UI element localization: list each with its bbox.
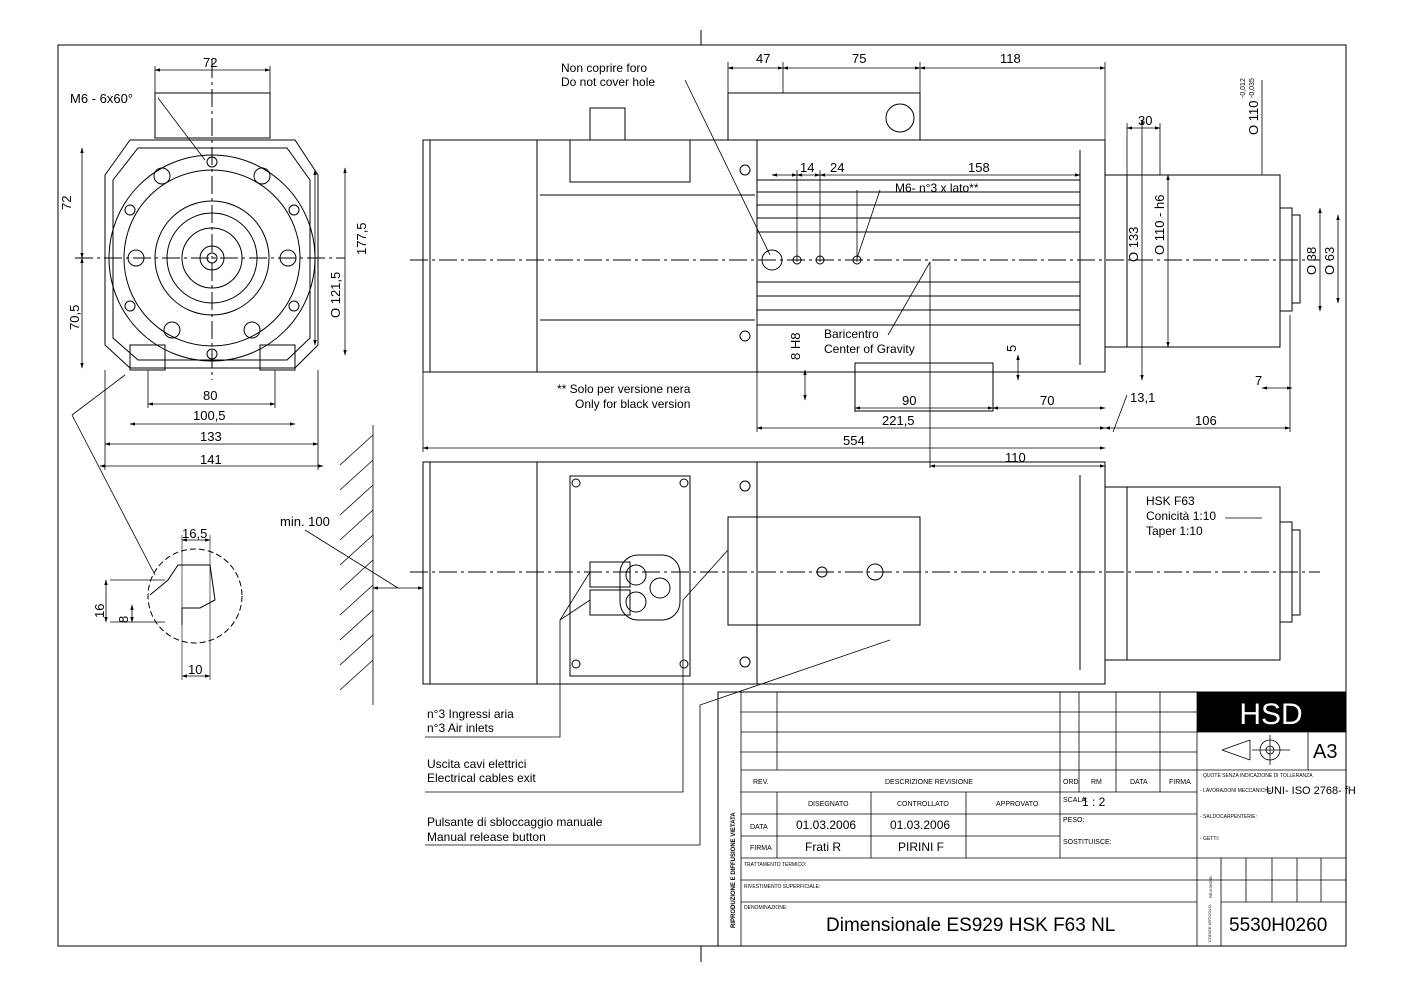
wall-hatch xyxy=(305,425,423,705)
dim-80: 80 xyxy=(203,388,218,403)
tb-sostituisce: SOSTITUISCE: xyxy=(1063,839,1112,846)
dim-dia-133: O 133 xyxy=(1126,226,1141,262)
tol-lower: -0,035 xyxy=(1249,78,1256,98)
note-black-it: ** Solo per versione nera xyxy=(557,382,691,396)
dim-7: 7 xyxy=(1255,373,1263,388)
front-view xyxy=(75,60,345,380)
tb-approvato: APPROVATO xyxy=(996,801,1039,808)
tb-lav-value: UNI- ISO 2768- fH xyxy=(1266,785,1356,797)
dim-8: 8 xyxy=(116,615,131,623)
dim-90: 90 xyxy=(902,393,917,408)
tb-firma-head: FIRMA xyxy=(1169,779,1191,786)
tb-carpenterie: - SALDOCARPENTERIE: xyxy=(1200,814,1257,820)
note-no-cover-en: Do not cover hole xyxy=(561,75,656,89)
dim-14: 14 xyxy=(800,160,815,175)
dim-dia-121-5: O 121,5 xyxy=(328,271,343,318)
tb-scala-value: 1 : 2 xyxy=(1082,795,1106,809)
dim-8-h8: 8 H8 xyxy=(788,332,803,360)
label-m6-6x60: M6 - 6x60° xyxy=(70,91,134,106)
tb-denominazione: DENOMINAZIONE: xyxy=(744,905,788,911)
side-view xyxy=(410,93,1320,411)
dim-118: 118 xyxy=(1000,51,1021,66)
dim-24: 24 xyxy=(830,160,845,175)
sheet-format: A3 xyxy=(1313,741,1338,763)
tol-upper: -0,012 xyxy=(1240,78,1247,98)
dim-70: 70 xyxy=(1040,393,1055,408)
dim-16-5: 16,5 xyxy=(182,526,208,541)
tb-codice: CODICE ARTICOLO: xyxy=(1207,904,1212,942)
dim-133: 133 xyxy=(200,429,222,444)
note-release-it: Pulsante di sbloccaggio manuale xyxy=(427,815,603,829)
label-m6-3x: M6- n°3 x lato** xyxy=(895,181,979,195)
dim-10: 10 xyxy=(188,662,203,677)
dim-30: 30 xyxy=(1138,113,1153,128)
tb-checked-by: PIRINI F xyxy=(898,840,945,854)
dim-70-5: 70,5 xyxy=(67,304,82,330)
side-view-dimensions xyxy=(423,62,1338,468)
note-no-cover-it: Non coprire foro xyxy=(561,61,648,75)
dim-dia-63: O 63 xyxy=(1322,246,1337,275)
tb-disegnato: DISEGNATO xyxy=(808,801,849,808)
dim-dia-110-tol: O 110 xyxy=(1246,100,1261,135)
label-taper: Taper 1:10 xyxy=(1146,524,1203,538)
dim-min-100: min. 100 xyxy=(280,514,330,529)
tb-drawn-by: Frati R xyxy=(805,840,841,854)
dim-72-left: 72 xyxy=(59,195,74,210)
note-air-en: n°3 Air inlets xyxy=(427,721,494,735)
dim-158: 158 xyxy=(968,160,990,175)
tb-tol-note: QUOTE SENZA INDICAZIONE DI TOLLERANZA xyxy=(1203,773,1313,779)
tb-data-head: DATA xyxy=(1130,779,1148,786)
dim-106: 106 xyxy=(1195,413,1217,428)
dim-5: 5 xyxy=(1004,344,1019,352)
dim-100-5: 100,5 xyxy=(193,408,226,423)
drawing-title: Dimensionale ES929 HSK F63 NL xyxy=(826,915,1116,936)
tb-lav-mecc: - LAVORAZIONI MECCANICHE xyxy=(1200,788,1272,794)
tb-data-row: DATA xyxy=(750,824,768,831)
dim-177-5: 177,5 xyxy=(354,222,369,255)
label-cog-en: Center of Gravity xyxy=(824,342,915,356)
dim-221-5: 221,5 xyxy=(882,413,915,428)
dim-141: 141 xyxy=(200,452,222,467)
dim-16: 16 xyxy=(92,603,107,618)
dim-dia-110-h6: O 110 - h6 xyxy=(1152,194,1167,255)
dim-13-1: 13,1 xyxy=(1130,390,1156,405)
label-conicita: Conicità 1:10 xyxy=(1146,509,1217,523)
tb-firma-row: FIRMA xyxy=(750,845,772,852)
label-cog-it: Baricentro xyxy=(824,327,879,341)
note-cable-it: Uscita cavi elettrici xyxy=(427,757,527,771)
tb-revisione: REVISIONE: xyxy=(1208,875,1213,898)
note-release-en: Manual release button xyxy=(427,830,546,844)
tb-date-checked: 01.03.2006 xyxy=(890,818,951,832)
note-air-it: n°3 Ingressi aria xyxy=(427,707,514,721)
tb-controllato: CONTROLLATO xyxy=(897,801,949,808)
note-black-en: Only for black version xyxy=(575,397,691,411)
tb-trattamento: TRATTAMENTO TERMICO: xyxy=(744,862,807,868)
dim-554: 554 xyxy=(843,433,865,448)
dim-75: 75 xyxy=(852,51,867,66)
note-cable-en: Electrical cables exit xyxy=(427,771,536,785)
tb-descrizione: DESCRIZIONE REVISIONE xyxy=(885,779,973,786)
tb-ord: ORD xyxy=(1063,779,1079,786)
tb-rev: REV. xyxy=(753,779,769,786)
tb-scala-label: SCALA: xyxy=(1063,797,1088,804)
tb-peso: PESO: xyxy=(1063,817,1085,824)
dim-72-top: 72 xyxy=(203,55,218,70)
tb-rivestimento: RIVESTIMENTO SUPERFICIALE: xyxy=(744,884,821,890)
drawing-code: 5530H0260 xyxy=(1229,915,1328,936)
tb-rm: RM xyxy=(1091,779,1102,786)
hsd-logo: HSD xyxy=(1239,698,1303,731)
note-leaders xyxy=(425,518,1262,845)
tb-getti: - GETTI: xyxy=(1200,836,1220,842)
tb-date-drawn: 01.03.2006 xyxy=(796,818,857,832)
tb-vertical-note: RIPRODUZIONE E DIFFUSIONE VIETATA xyxy=(731,812,737,928)
dim-110: 110 xyxy=(1005,450,1026,465)
dim-47: 47 xyxy=(756,51,771,66)
dim-dia-38: O 38 xyxy=(1304,246,1319,275)
label-hsk: HSK F63 xyxy=(1146,494,1195,508)
